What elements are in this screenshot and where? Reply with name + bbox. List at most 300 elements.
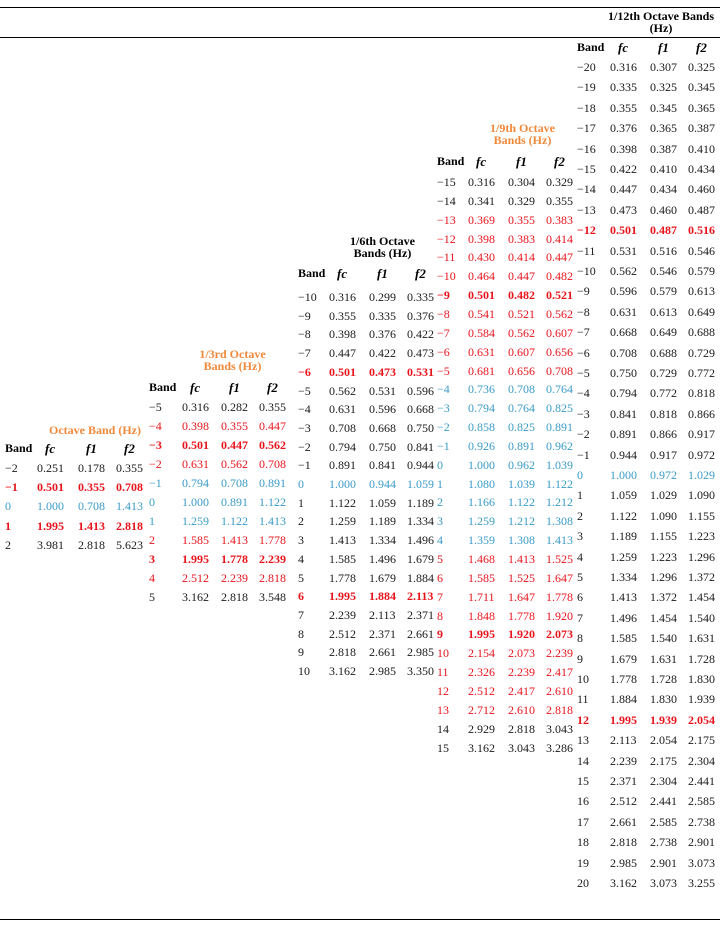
section-title-ninth (465, 122, 580, 146)
cell-fc: 0.750 (610, 366, 637, 380)
cell-f1: 0.750 (369, 439, 396, 454)
section-title-line: 1/6th Octave (350, 234, 415, 248)
cell-f2: 1.778 (259, 533, 286, 547)
cell-f1: 2.585 (650, 814, 677, 829)
cell-fc: 1.496 (610, 610, 637, 625)
column-header-band: Band (437, 154, 465, 168)
cell-f1: 0.607 (508, 344, 535, 359)
cell-f1: 0.422 (369, 346, 396, 361)
cell-f1: 1.090 (650, 508, 677, 523)
cell-band: −5 (149, 400, 162, 414)
cell-f1: 0.649 (650, 325, 677, 340)
cell-fc: 0.584 (468, 325, 495, 340)
cell-f2: 1.496 (407, 533, 434, 548)
cell-f2: 0.708 (546, 363, 573, 378)
cell-fc: 1.359 (468, 533, 495, 548)
cell-band: 4 (149, 571, 155, 585)
cell-fc: 1.259 (468, 514, 495, 529)
cell-f2: 0.668 (407, 402, 434, 417)
cell-f1: 0.656 (508, 363, 535, 378)
column-header-band: Band (5, 441, 33, 455)
cell-f1: 1.334 (369, 533, 396, 548)
cell-fc: 0.355 (610, 100, 637, 115)
cell-fc: 0.794 (329, 439, 356, 454)
cell-fc: 1.468 (468, 552, 495, 566)
cell-fc: 0.708 (610, 345, 637, 360)
cell-f1: 0.482 (508, 288, 535, 303)
cell-f2: 1.090 (688, 488, 715, 503)
cell-band: 11 (577, 692, 589, 707)
cell-f1: 3.043 (508, 740, 535, 755)
cell-f2: 2.985 (407, 645, 434, 660)
cell-f2: 0.546 (688, 243, 715, 258)
cell-fc: 1.000 (182, 495, 209, 509)
cell-band: −2 (298, 439, 311, 454)
cell-fc: 1.884 (610, 692, 637, 707)
cell-band: 5 (577, 570, 583, 584)
section-title-line: Bands (Hz) (353, 246, 412, 260)
cell-fc: 1.585 (468, 570, 495, 585)
cell-f2: 1.039 (546, 457, 573, 472)
cell-fc: 0.531 (610, 243, 637, 258)
cell-f2: 0.365 (688, 100, 715, 115)
column-header-f1: f1 (86, 441, 97, 456)
cell-fc: 0.501 (610, 223, 637, 238)
cell-band: −6 (577, 345, 590, 360)
cell-f2: 3.548 (259, 590, 286, 604)
cell-fc: 0.631 (610, 304, 637, 319)
cell-f2: 0.841 (407, 439, 434, 454)
cell-f2: 0.473 (407, 346, 434, 361)
cell-f2: 1.454 (688, 590, 715, 605)
cell-f1: 2.175 (650, 753, 677, 768)
cell-f1: 0.383 (508, 231, 535, 246)
cell-f1: 1.122 (221, 514, 248, 528)
cell-f1: 1.059 (369, 495, 396, 510)
cell-band: 3 (437, 514, 443, 529)
cell-band: 1 (149, 514, 155, 528)
cell-band: 6 (437, 570, 443, 585)
cell-band: −18 (577, 100, 596, 115)
column-header-f1: f1 (658, 40, 669, 55)
cell-f1: 0.772 (650, 386, 677, 401)
cell-f1: 2.304 (650, 774, 677, 788)
cell-fc: 3.162 (329, 664, 356, 678)
cell-fc: 0.251 (37, 461, 64, 475)
section-title-line: Bands (Hz) (203, 359, 262, 373)
cell-band: 13 (577, 733, 589, 748)
cell-band: 5 (149, 590, 155, 604)
cell-f1: 2.073 (508, 646, 535, 661)
cell-f2: 2.073 (546, 627, 573, 642)
cell-band: 7 (437, 589, 443, 604)
column-header-f1: f1 (516, 154, 527, 169)
cell-fc: 2.818 (329, 645, 356, 660)
cell-fc: 0.541 (468, 306, 495, 321)
cell-band: 6 (577, 590, 583, 605)
cell-fc: 1.334 (610, 570, 637, 584)
cell-f1: 1.039 (508, 476, 535, 491)
cell-f1: 2.738 (650, 835, 677, 850)
cell-band: −2 (5, 461, 18, 475)
cell-band: 1 (5, 518, 11, 533)
column-header-fc: fc (337, 266, 348, 281)
column-header-f2: f2 (554, 154, 565, 169)
bottom-rule (0, 919, 720, 920)
cell-f1: 1.939 (650, 712, 677, 727)
cell-f2: 1.920 (546, 608, 573, 623)
cell-f2: 0.482 (546, 269, 573, 284)
column-header-fc: fc (190, 380, 201, 395)
section-title-sixth (325, 235, 440, 259)
column-header-f2: f2 (267, 380, 278, 395)
cell-f1: 0.365 (650, 121, 677, 136)
cell-f2: 0.325 (688, 60, 715, 74)
cell-band: −4 (149, 419, 162, 433)
cell-f1: 2.818 (78, 537, 105, 552)
cell-band: 5 (437, 552, 443, 566)
cell-f2: 1.059 (407, 477, 434, 491)
cell-f2: 1.334 (407, 514, 434, 529)
cell-band: −3 (149, 438, 162, 452)
cell-band: −10 (437, 269, 456, 284)
cell-f1: 0.434 (650, 182, 677, 197)
cell-band: −3 (577, 406, 590, 421)
cell-f2: 1.679 (407, 551, 434, 566)
cell-f2: 1.647 (546, 570, 573, 585)
cell-band: −6 (298, 364, 311, 379)
cell-fc: 0.501 (182, 438, 209, 452)
cell-fc: 0.369 (468, 212, 495, 227)
cell-f1: 2.371 (369, 626, 396, 641)
cell-fc: 1.778 (329, 570, 356, 585)
cell-f1: 0.579 (650, 284, 677, 299)
cell-band: 1 (298, 495, 304, 510)
cell-fc: 1.995 (329, 589, 356, 604)
cell-f2: 0.414 (546, 231, 573, 246)
cell-band: 20 (577, 876, 589, 890)
section-title-line: (Hz) (649, 21, 673, 35)
cell-f2: 0.818 (688, 386, 715, 401)
cell-f2: 3.255 (688, 876, 715, 890)
cell-f1: 0.521 (508, 306, 535, 321)
cell-f1: 0.299 (369, 290, 396, 304)
cell-band: −4 (298, 402, 311, 417)
cell-fc: 0.398 (468, 231, 495, 246)
cell-fc: 3.981 (37, 537, 64, 552)
cell-f2: 1.631 (688, 631, 715, 646)
cell-f1: 1.525 (508, 570, 535, 585)
cell-band: −2 (149, 457, 162, 471)
cell-f2: 1.029 (688, 468, 715, 482)
cell-f1: 2.239 (508, 665, 535, 680)
cell-fc: 1.995 (610, 712, 637, 727)
cell-f2: 0.487 (688, 202, 715, 217)
cell-fc: 3.162 (468, 740, 495, 755)
cell-f1: 1.778 (221, 552, 248, 566)
cell-f1: 2.818 (508, 721, 535, 736)
cell-fc: 0.631 (329, 402, 356, 417)
cell-f2: 0.516 (688, 223, 715, 238)
column-header-band: Band (149, 380, 177, 394)
cell-f2: 1.525 (546, 552, 573, 566)
cell-band: −1 (149, 476, 162, 490)
cell-f1: 0.307 (650, 60, 677, 74)
cell-fc: 2.512 (610, 794, 637, 809)
cell-fc: 0.316 (329, 290, 356, 304)
cell-band: 0 (149, 495, 155, 509)
cell-band: 8 (577, 631, 583, 646)
cell-fc: 0.398 (329, 327, 356, 342)
cell-f1: 0.866 (650, 427, 677, 442)
cell-band: 9 (437, 627, 443, 642)
cell-fc: 2.712 (468, 702, 495, 717)
cell-f1: 0.891 (221, 495, 248, 509)
cell-f2: 0.891 (546, 420, 573, 435)
cell-band: −17 (577, 121, 596, 136)
cell-band: −1 (298, 458, 311, 473)
cell-band: 7 (298, 607, 304, 622)
cell-f1: 0.891 (508, 438, 535, 453)
cell-f2: 0.355 (116, 461, 143, 475)
cell-fc: 0.841 (610, 406, 637, 421)
top-rule (0, 7, 720, 8)
cell-fc: 0.794 (468, 401, 495, 416)
cell-band: −13 (437, 212, 456, 227)
cell-fc: 0.447 (610, 182, 637, 197)
cell-band: −3 (437, 401, 450, 416)
cell-f2: 0.329 (546, 175, 573, 189)
cell-f1: 0.304 (508, 175, 535, 189)
cell-fc: 0.316 (610, 60, 637, 74)
cell-band: 10 (577, 672, 589, 686)
cell-band: 14 (437, 721, 449, 736)
cell-fc: 1.585 (610, 631, 637, 646)
cell-fc: 1.166 (468, 495, 495, 510)
cell-f1: 1.372 (650, 590, 677, 605)
cell-band: 2 (149, 533, 155, 547)
cell-fc: 0.316 (182, 400, 209, 414)
cell-band: 6 (298, 589, 304, 604)
cell-f1: 0.708 (508, 382, 535, 397)
column-header-band: Band (577, 40, 605, 54)
cell-f1: 3.073 (650, 876, 677, 890)
cell-f2: 1.413 (116, 499, 143, 514)
cell-f1: 0.944 (369, 477, 396, 491)
cell-band: −2 (437, 420, 450, 435)
cell-band: 12 (437, 683, 449, 698)
cell-band: 8 (298, 626, 304, 641)
cell-f2: 0.917 (688, 427, 715, 442)
cell-f2: 0.579 (688, 264, 715, 278)
cell-band: −8 (437, 306, 450, 321)
cell-band: −10 (577, 264, 596, 278)
cell-f2: 0.355 (546, 193, 573, 208)
cell-band: −1 (437, 438, 450, 453)
cell-f2: 0.355 (259, 400, 286, 414)
cell-f2: 1.308 (546, 514, 573, 529)
cell-f2: 2.585 (688, 794, 715, 809)
cell-band: −1 (577, 447, 590, 462)
cell-f1: 0.345 (650, 100, 677, 115)
cell-band: 10 (437, 646, 449, 661)
cell-f2: 2.738 (688, 814, 715, 829)
cell-f1: 1.728 (650, 672, 677, 686)
cell-band: −15 (577, 162, 596, 176)
cell-f2: 1.884 (407, 570, 434, 585)
cell-f2: 0.944 (407, 458, 434, 473)
cell-f1: 2.054 (650, 733, 677, 748)
cell-band: 4 (437, 533, 443, 548)
cell-f2: 0.383 (546, 212, 573, 227)
cell-band: 1 (437, 476, 443, 491)
cell-f1: 0.414 (508, 250, 535, 265)
cell-f1: 1.540 (650, 631, 677, 646)
cell-fc: 1.585 (329, 551, 356, 566)
cell-fc: 0.794 (182, 476, 209, 490)
cell-f1: 1.296 (650, 570, 677, 584)
cell-fc: 0.736 (468, 382, 495, 397)
cell-f2: 2.304 (688, 753, 715, 768)
cell-f1: 0.596 (369, 402, 396, 417)
cell-fc: 0.562 (329, 383, 356, 398)
cell-f2: 0.656 (546, 344, 573, 359)
cell-f1: 0.329 (508, 193, 535, 208)
cell-f2: 0.613 (688, 284, 715, 299)
cell-band: 4 (298, 551, 304, 566)
cell-f2: 1.122 (546, 476, 573, 491)
cell-band: −15 (437, 175, 456, 189)
cell-f2: 2.417 (546, 665, 573, 680)
header-rule (0, 37, 720, 38)
cell-fc: 0.562 (610, 264, 637, 278)
cell-band: −10 (298, 290, 317, 304)
cell-band: −2 (577, 427, 590, 442)
cell-f1: 1.631 (650, 651, 677, 666)
column-header-f1: f1 (229, 380, 240, 395)
section-title-line: 1/12th Octave Bands (607, 9, 714, 23)
cell-fc: 1.848 (468, 608, 495, 623)
cell-f1: 0.387 (650, 141, 677, 156)
cell-f2: 2.113 (407, 589, 434, 604)
cell-fc: 2.326 (468, 665, 495, 680)
cell-fc: 1.413 (329, 533, 356, 548)
cell-f2: 3.286 (546, 740, 573, 755)
cell-f2: 2.239 (546, 646, 573, 661)
cell-band: 9 (298, 645, 304, 660)
cell-fc: 1.679 (610, 651, 637, 666)
cell-band: 2 (577, 508, 583, 523)
cell-fc: 0.398 (182, 419, 209, 433)
cell-f2: 2.175 (688, 733, 715, 748)
cell-fc: 0.473 (610, 202, 637, 217)
cell-f2: 0.708 (259, 457, 286, 471)
cell-fc: 0.631 (182, 457, 209, 471)
cell-f1: 0.282 (221, 400, 248, 414)
cell-fc: 2.113 (610, 733, 637, 748)
cell-f1: 0.355 (78, 480, 105, 495)
cell-fc: 3.162 (610, 876, 637, 890)
cell-band: 2 (298, 514, 304, 529)
cell-f1: 1.830 (650, 692, 677, 707)
cell-f1: 0.447 (221, 438, 248, 452)
cell-f2: 1.155 (688, 508, 715, 523)
cell-fc: 0.794 (610, 386, 637, 401)
cell-fc: 0.708 (329, 420, 356, 435)
cell-band: 2 (5, 537, 11, 552)
cell-band: −5 (577, 366, 590, 380)
cell-fc: 1.000 (329, 477, 356, 491)
cell-band: 13 (437, 702, 449, 717)
cell-band: 19 (577, 855, 589, 870)
column-header-fc: fc (45, 441, 56, 456)
cell-f2: 1.413 (259, 514, 286, 528)
cell-fc: 2.371 (610, 774, 637, 788)
cell-band: −7 (577, 325, 590, 340)
cell-band: −11 (577, 243, 596, 258)
cell-f2: 0.410 (688, 141, 715, 156)
cell-band: −1 (5, 480, 18, 495)
cell-band: −19 (577, 80, 596, 95)
cell-f1: 2.818 (221, 590, 248, 604)
cell-band: 16 (577, 794, 589, 809)
cell-band: 3 (298, 533, 304, 548)
cell-band: −16 (577, 141, 596, 156)
cell-f1: 1.496 (369, 551, 396, 566)
cell-f2: 2.610 (546, 683, 573, 698)
cell-fc: 1.995 (182, 552, 209, 566)
cell-f2: 1.778 (546, 589, 573, 604)
cell-f2: 0.891 (259, 476, 286, 490)
cell-f1: 1.454 (650, 610, 677, 625)
cell-fc: 0.430 (468, 250, 495, 265)
column-header-f1: f1 (377, 266, 388, 281)
cell-f2: 0.345 (688, 80, 715, 95)
cell-fc: 2.985 (610, 855, 637, 870)
cell-f2: 0.764 (546, 382, 573, 397)
cell-f2: 0.866 (688, 406, 715, 421)
cell-fc: 0.398 (610, 141, 637, 156)
cell-fc: 0.341 (468, 193, 495, 208)
cell-fc: 0.501 (329, 364, 356, 379)
cell-band: 11 (437, 665, 449, 680)
cell-band: −12 (437, 231, 456, 246)
cell-band: −4 (577, 386, 590, 401)
cell-band: 0 (577, 468, 583, 482)
cell-f1: 0.818 (650, 406, 677, 421)
cell-f2: 5.623 (116, 537, 143, 552)
cell-f1: 0.460 (650, 202, 677, 217)
cell-band: 10 (298, 664, 310, 678)
cell-f2: 0.376 (407, 308, 434, 323)
cell-f2: 1.296 (688, 549, 715, 564)
cell-f1: 0.688 (650, 345, 677, 360)
cell-f1: 0.562 (508, 325, 535, 340)
cell-f1: 1.647 (508, 589, 535, 604)
cell-f2: 1.122 (259, 495, 286, 509)
cell-f1: 0.516 (650, 243, 677, 258)
cell-fc: 0.464 (468, 269, 495, 284)
cell-band: 5 (298, 570, 304, 585)
cell-f2: 0.750 (407, 420, 434, 435)
cell-f1: 1.413 (78, 518, 105, 533)
cell-f1: 2.113 (369, 607, 396, 622)
cell-f1: 2.441 (650, 794, 677, 809)
cell-band: −9 (298, 308, 311, 323)
cell-f2: 3.043 (546, 721, 573, 736)
cell-f2: 1.540 (688, 610, 715, 625)
cell-f1: 0.447 (508, 269, 535, 284)
